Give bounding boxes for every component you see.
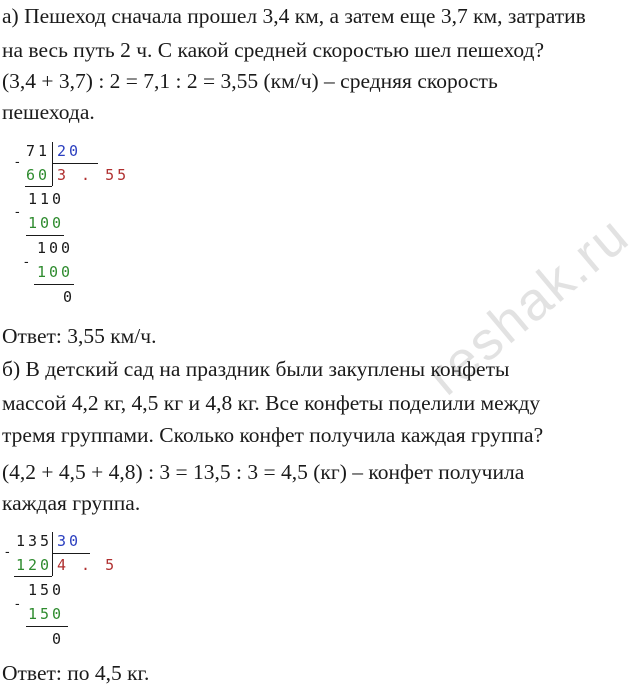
minus-sign: -: [15, 153, 20, 169]
part-b-line-3: тремя группами. Сколько конфет получила каждая группа?: [2, 423, 544, 447]
subtrahend: 150: [28, 605, 65, 623]
minus-sign: -: [24, 253, 29, 269]
division-bar: [52, 142, 53, 186]
part-b-line-5: каждая группа.: [2, 491, 141, 515]
part-a-line-1: а) Пешеход сначала прошел 3,4 км, а затем еще 3,7 км, затратив: [2, 4, 586, 28]
minus-sign: -: [5, 543, 10, 559]
subtraction-line: [25, 186, 52, 187]
subtrahend: 100: [28, 214, 65, 232]
divisor-underline: [52, 163, 98, 164]
quotient: 4 . 5: [57, 556, 118, 574]
remainder: 110: [28, 190, 65, 208]
part-b-line-2: массой 4,2 кг, 4,5 кг и 4,8 кг. Все конфеты поделили между: [2, 391, 541, 415]
subtrahend: 60: [26, 166, 51, 184]
quotient: 3 . 55: [57, 166, 130, 184]
subtraction-line: [26, 626, 68, 627]
divisor: 30: [57, 532, 82, 550]
subtraction-line: [14, 576, 52, 577]
part-b-line-4: (4,2 + 4,5 + 4,8) : 3 = 13,5 : 3 = 4,5 (кг) – конфет получила: [2, 460, 525, 484]
part-a-line-3: (3,4 + 3,7) : 2 = 7,1 : 2 = 3,55 (км/ч) – средняя скорость: [2, 69, 498, 93]
dividend: 135: [16, 532, 53, 550]
dividend: 71: [26, 142, 51, 160]
watermark: reshak.ru: [415, 204, 641, 407]
subtraction-line: [34, 284, 74, 285]
divisor: 20: [57, 142, 82, 160]
subtrahend: 100: [37, 263, 74, 281]
part-b-answer: Ответ: по 4,5 кг.: [2, 661, 150, 685]
final-remainder: 0: [52, 630, 65, 648]
minus-sign: -: [15, 203, 20, 219]
part-a-line-2: на весь путь 2 ч. С какой средней скоростью шел пешеход?: [2, 38, 545, 62]
division-bar: [52, 532, 53, 576]
part-a-line-4: пешехода.: [2, 100, 95, 124]
part-b-line-1: б) В детский сад на праздник были закуплены конфеты: [2, 357, 510, 381]
part-a-answer: Ответ: 3,55 км/ч.: [2, 324, 157, 348]
subtraction-line: [26, 235, 64, 236]
remainder: 150: [28, 581, 65, 599]
subtrahend: 120: [16, 556, 53, 574]
divisor-underline: [52, 553, 90, 554]
minus-sign: -: [15, 595, 20, 611]
final-remainder: 0: [63, 288, 76, 306]
remainder: 100: [37, 239, 74, 257]
